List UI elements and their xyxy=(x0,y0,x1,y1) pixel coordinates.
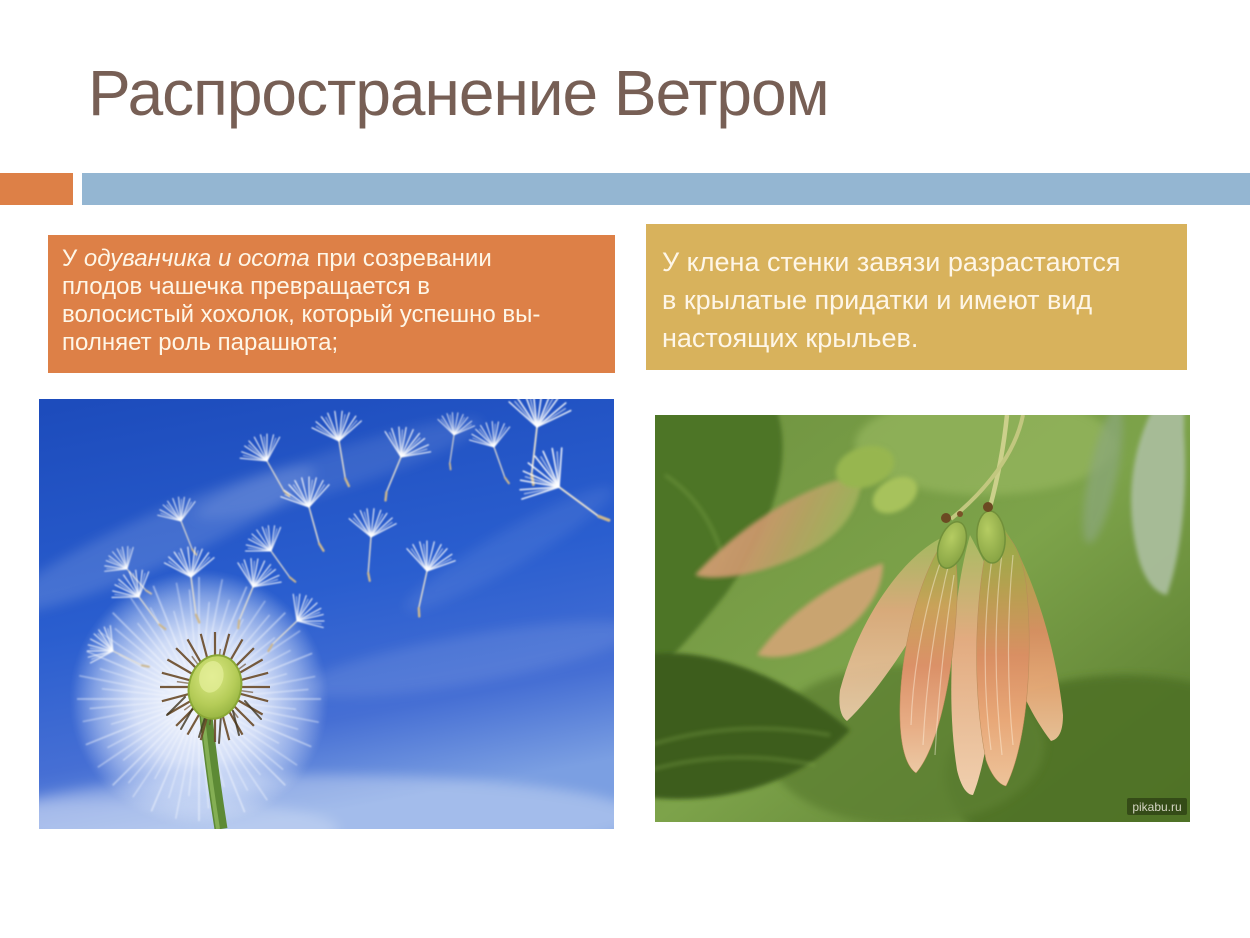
text-line: в крылатые придатки и имеют вид xyxy=(662,285,1093,315)
text-italic: одуванчика и осота xyxy=(83,245,310,272)
watermark xyxy=(1127,798,1187,815)
text-line: У клена стенки завязи разрастаются xyxy=(662,247,1121,277)
text-line: при созревании xyxy=(309,245,492,272)
maple-text xyxy=(662,243,1173,357)
text-line: волосистый хохолок, который успешно вы- xyxy=(62,301,541,328)
dandelion-text-box xyxy=(48,235,615,373)
maple-photo-art xyxy=(655,415,1190,822)
accent-bar-blue xyxy=(82,173,1250,205)
dandelion-photo-art xyxy=(39,399,614,829)
text-line: У xyxy=(62,245,84,272)
dandelion-photo xyxy=(39,399,614,829)
slide-title: Распространение Ветром xyxy=(88,57,829,129)
text-line: плодов чашечка превращается в xyxy=(62,273,430,300)
text-line: полняет роль парашюта; xyxy=(62,329,339,356)
watermark-text: pikabu.ru xyxy=(1132,800,1182,814)
accent-bar-orange-square xyxy=(0,173,73,205)
maple-photo xyxy=(655,415,1190,822)
maple-text-box xyxy=(646,224,1187,370)
dandelion-text xyxy=(62,245,601,357)
text-line: настоящих крыльев. xyxy=(662,323,919,353)
